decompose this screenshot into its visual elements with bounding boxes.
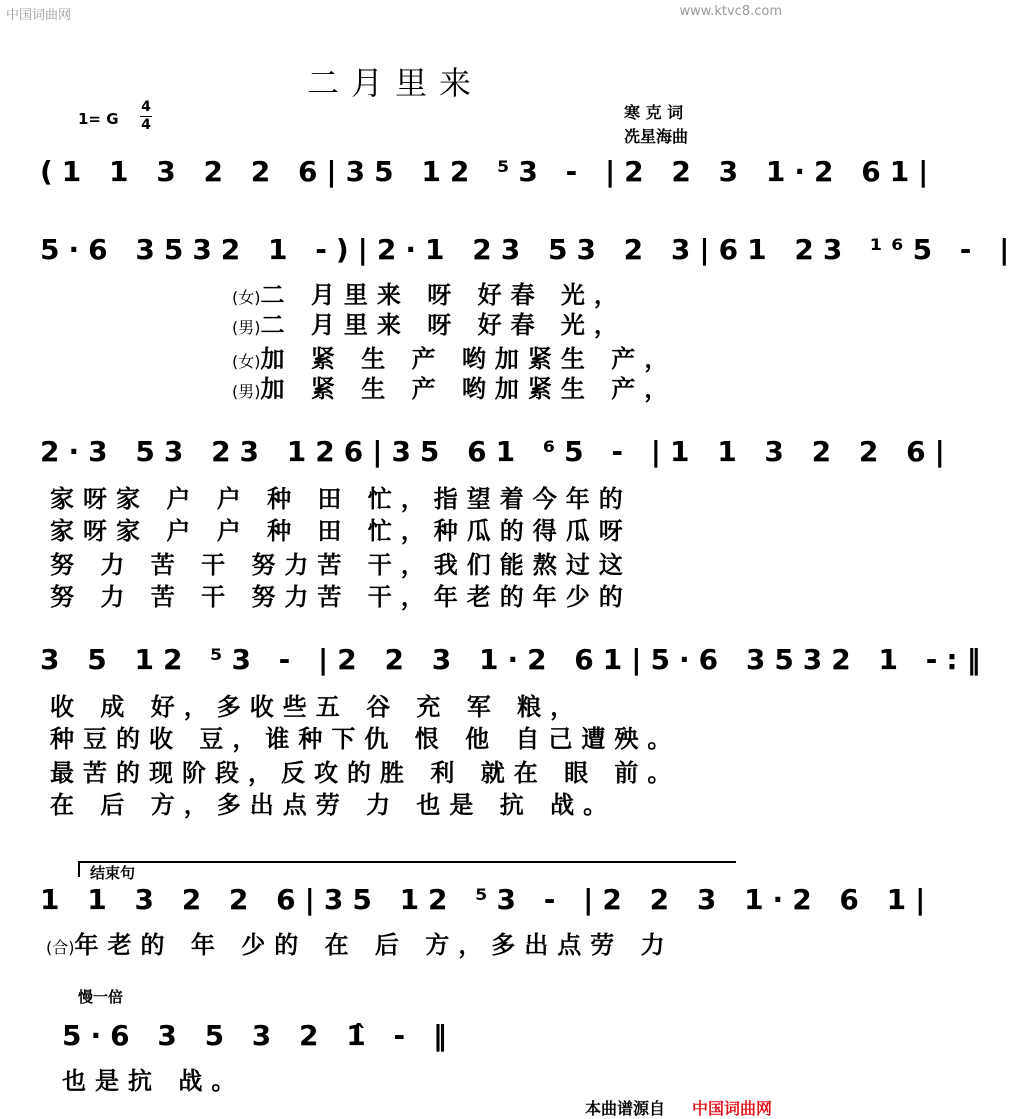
ending-bracket	[78, 861, 736, 877]
lyric-text: 二 月里来 呀 好春 光，	[260, 281, 627, 309]
time-sig-top: 4	[141, 99, 151, 115]
lyric-line	[46, 930, 746, 963]
lyric-text: 年老的 年 少的 在 后 方，多出点劳 力	[74, 931, 674, 959]
lyricist-credit: 寒 克 词	[624, 103, 684, 122]
footer-site-link[interactable]: 中国词曲网	[692, 1099, 773, 1118]
lyric-text: 加 紧 生 产 哟加紧生 产，	[260, 375, 678, 403]
ending-label: 结束句	[90, 864, 136, 882]
time-signature	[140, 100, 152, 133]
lyric-line: 在 后 方，多出点劳 力 也是 抗 战。	[50, 791, 617, 819]
lyric-line	[232, 280, 932, 313]
voice-tag: (女)	[232, 352, 261, 371]
voice-tag: (男)	[232, 382, 261, 401]
watermark-left: 中国词曲网	[6, 8, 72, 23]
notation-staff-2: 5·6 3532 1 -)|2·1 23 53 2 3|61 23 ¹⁶5 - |	[40, 233, 1018, 266]
notation-staff-1: (1 1 3 2 2 6|35 12 ⁵3 - |2 2 3 1·2 61|	[40, 155, 938, 188]
voice-tag: (合)	[46, 938, 75, 957]
lyric-line: 家呀家 户 户 种 田 忙，种瓜的得瓜呀	[50, 517, 632, 545]
lyric-line: 努 力 苦 干 努力苦 干，我们能熬过这	[50, 551, 632, 579]
composer-credit: 冼星海曲	[624, 127, 689, 146]
lyric-line: 最苦的现阶段，反攻的胜 利 就在 眼 前。	[50, 759, 681, 787]
notation-staff-4: 3 5 12 ⁵3 - |2 2 3 1·2 61|5·6 3532 1 -:‖	[40, 643, 990, 676]
lyric-text: 二 月里来 呀 好春 光，	[260, 311, 627, 339]
footer-source: 本曲谱源自	[585, 1099, 666, 1118]
lyric-line: 努 力 苦 干 努力苦 干，年老的年少的	[50, 583, 632, 611]
lyric-line: 收 成 好，多收些五 谷 充 军 粮，	[50, 693, 584, 721]
notation-staff-5: 1 1 3 2 2 6|35 12 ⁵3 - |2 2 3 1·2 6 1|	[40, 883, 935, 916]
lyric-line	[232, 344, 932, 377]
time-sig-bottom: 4	[141, 117, 151, 133]
lyric-line	[232, 374, 932, 407]
voice-tag: (男)	[232, 318, 261, 337]
key-signature: 1= G	[78, 110, 119, 128]
lyric-line: 也是抗 战。	[62, 1067, 245, 1095]
notation-staff-3: 2·3 53 23 126|35 61 ⁶5 - |1 1 3 2 2 6|	[40, 435, 954, 468]
tempo-label: 慢一倍	[78, 988, 124, 1006]
voice-tag: (女)	[232, 288, 261, 307]
watermark-right: www.ktvc8.com	[679, 4, 782, 19]
lyric-text: 加 紧 生 产 哟加紧生 产，	[260, 345, 678, 373]
lyric-line: 种豆的收 豆，谁种下仇 恨 他 自己遭殃。	[50, 725, 681, 753]
lyric-line: 家呀家 户 户 种 田 忙，指望着今年的	[50, 485, 632, 513]
lyric-line	[232, 310, 932, 343]
notation-staff-6: 5·6 3 5 3 2 1̂ - ‖	[62, 1019, 456, 1052]
song-title: 二月里来	[306, 64, 483, 102]
